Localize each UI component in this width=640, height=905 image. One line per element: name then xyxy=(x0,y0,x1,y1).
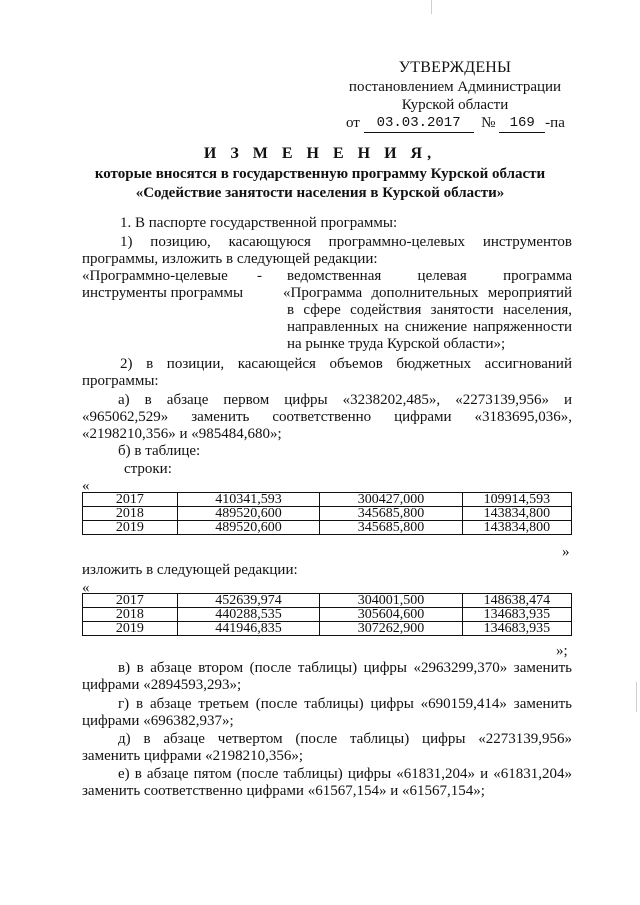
paragraph-8-line-1: в) в абзаце втором (после таблицы) цифры «2963299,370» заменить xyxy=(118,660,572,676)
paragraph-3-line-1: 2) в позиции, касающейся объемов бюджетных ассигнований xyxy=(120,356,572,372)
table-cell: 2018 xyxy=(83,608,178,622)
open-quote-old: « xyxy=(82,478,90,494)
approval-title: УТВЕРЖДЕНЫ xyxy=(398,59,512,76)
table-cell: 143834,800 xyxy=(462,507,571,521)
table-cell: 2017 xyxy=(83,493,178,507)
paragraph-6: строки: xyxy=(124,461,172,477)
paragraph-4-line-3: «2198210,356» и «985484,680»; xyxy=(82,426,282,442)
table-row xyxy=(83,507,572,521)
table-cell: 109914,593 xyxy=(462,493,571,507)
paragraph-10-line-2: заменить цифрами «2198210,356»; xyxy=(82,748,304,764)
table-cell: 143834,800 xyxy=(462,521,571,535)
position-label-line-2: инструменты программы xyxy=(82,285,244,301)
table-cell: 345685,800 xyxy=(320,521,463,535)
position-label-line-1: «Программно-целевые - xyxy=(82,268,262,284)
approval-number-suffix: -па xyxy=(545,115,565,131)
table-cell: 134683,935 xyxy=(462,622,571,636)
position-value-line-2: «Программа дополнительных мероприятий xyxy=(283,285,572,301)
table-cell: 345685,800 xyxy=(320,507,463,521)
approval-date: 03.03.2017 xyxy=(364,114,474,133)
close-quote-new: »; xyxy=(556,643,568,659)
document-subtitle-1: которые вносятся в государственную программу Курской области xyxy=(94,166,546,182)
position-value-line-5: на рынке труда Курской области»; xyxy=(287,336,506,352)
approval-from-label: от xyxy=(346,115,360,131)
paragraph-3-line-2: программы: xyxy=(82,373,159,389)
table-row xyxy=(83,521,572,535)
table-cell: 410341,593 xyxy=(177,493,320,507)
table-new-values xyxy=(82,593,572,636)
scan-artifact xyxy=(431,0,432,14)
table-cell: 307262,900 xyxy=(320,622,463,636)
scan-artifact xyxy=(636,682,637,712)
paragraph-2-line-1: 1) позицию, касающуюся программно-целевых инструментов xyxy=(120,234,572,250)
table-cell: 2019 xyxy=(83,521,178,535)
table-cell: 489520,600 xyxy=(177,521,320,535)
paragraph-4-line-1: а) в абзаце первом цифры «3238202,485», «2273139,956» и xyxy=(118,392,572,408)
table-cell: 452639,974 xyxy=(177,594,320,608)
table-cell: 2018 xyxy=(83,507,178,521)
close-quote-old: » xyxy=(562,544,570,560)
paragraph-7: изложить в следующей редакции: xyxy=(82,562,298,578)
paragraph-1: 1. В паспорте государственной программы: xyxy=(120,215,398,231)
paragraph-8-line-2: цифрами «2894593,293»; xyxy=(82,677,242,693)
table-cell: 441946,835 xyxy=(177,622,320,636)
paragraph-4-line-2: «965062,529» заменить соответственно цифрами «3183695,036», xyxy=(82,409,572,425)
paragraph-11-line-2: заменить соответственно цифрами «61567,154» и «61567,154»; xyxy=(82,783,485,799)
paragraph-10-line-1: д) в абзаце четвертом (после таблицы) цифры «2273139,956» xyxy=(118,731,572,747)
table-cell: 440288,535 xyxy=(177,608,320,622)
table-row xyxy=(83,608,572,622)
approval-number-label: № xyxy=(481,115,496,131)
approval-line-2: Курской области xyxy=(401,97,509,113)
open-quote-new: « xyxy=(82,580,90,596)
table-cell: 148638,474 xyxy=(462,594,571,608)
table-row xyxy=(83,594,572,608)
table-cell: 300427,000 xyxy=(320,493,463,507)
approval-line-1: постановлением Администрации xyxy=(348,79,562,95)
table-cell: 2017 xyxy=(83,594,178,608)
position-value-line-1: ведомственная целевая программа xyxy=(287,268,572,284)
position-value-line-3: в сфере содействия занятости населения, xyxy=(287,302,572,318)
paragraph-5: б) в таблице: xyxy=(118,443,201,459)
table-old-values xyxy=(82,492,572,535)
table-cell: 304001,500 xyxy=(320,594,463,608)
paragraph-2-line-2: программы, изложить в следующей редакции: xyxy=(82,251,378,267)
table-row xyxy=(83,622,572,636)
paragraph-9-line-2: цифрами «696382,937»; xyxy=(82,713,234,729)
table-cell: 2019 xyxy=(83,622,178,636)
approval-block xyxy=(340,58,570,133)
table-row xyxy=(83,493,572,507)
table-cell: 305604,600 xyxy=(320,608,463,622)
document-subtitle-2: «Содействие занятости населения в Курской области» xyxy=(135,185,505,201)
approval-number: 169 xyxy=(499,114,545,133)
table-cell: 489520,600 xyxy=(177,507,320,521)
paragraph-9-line-1: г) в абзаце третьем (после таблицы) цифры «690159,414» заменить xyxy=(118,696,572,712)
position-value-line-4: направленных на снижение напряженности xyxy=(287,319,572,335)
table-cell: 134683,935 xyxy=(462,608,571,622)
document-title: И З М Е Н Е Н И Я, xyxy=(203,145,437,162)
approval-date-row xyxy=(340,114,570,133)
paragraph-11-line-1: е) в абзаце пятом (после таблицы) цифры «61831,204» и «61831,204» xyxy=(118,766,572,782)
